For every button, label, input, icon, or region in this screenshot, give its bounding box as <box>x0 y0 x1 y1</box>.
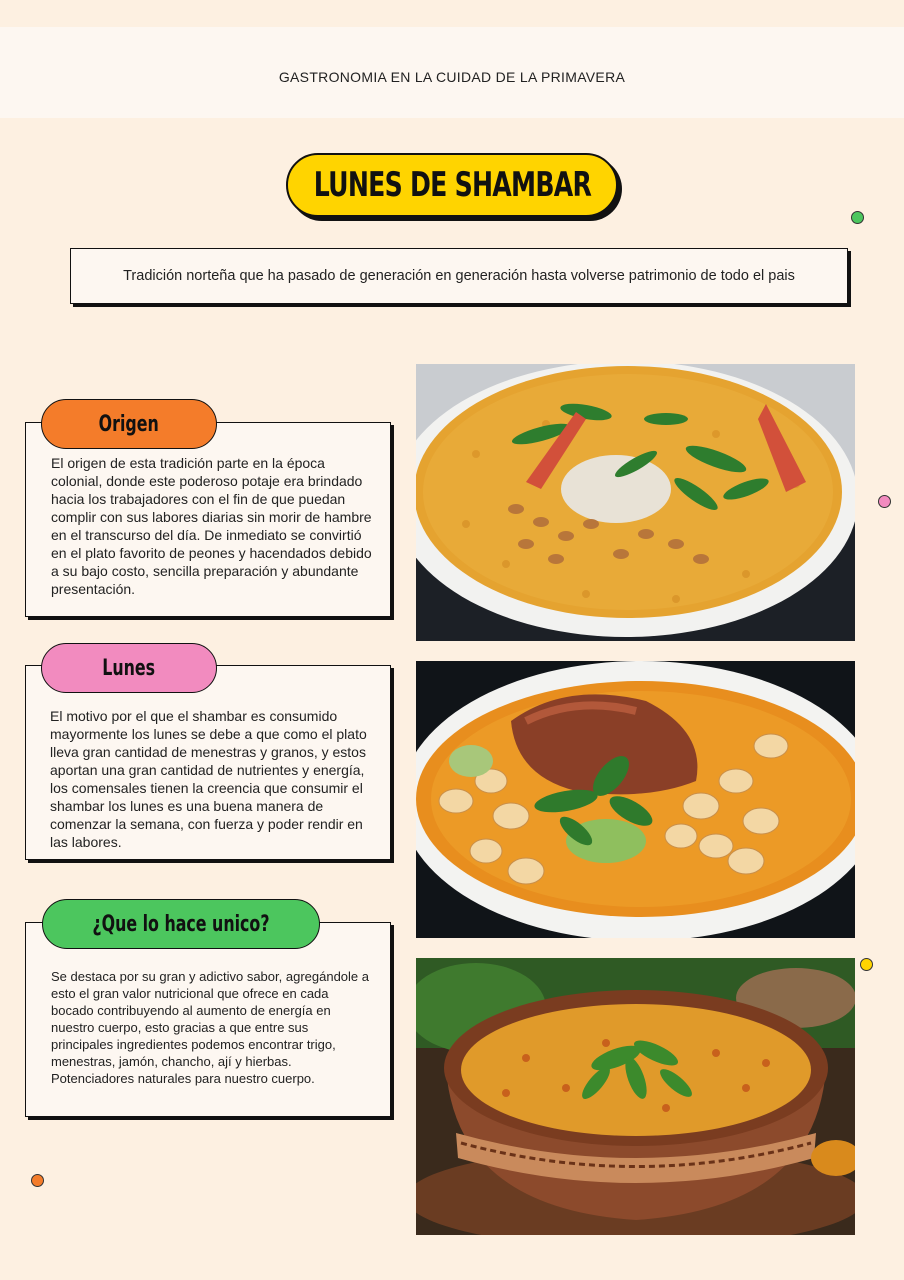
origen-card <box>25 422 391 617</box>
yellow-dot-decoration <box>860 958 873 971</box>
shambar-bowl-pork-photo <box>416 661 855 938</box>
lunes-label-tag <box>41 643 217 693</box>
pink-dot-decoration <box>878 495 891 508</box>
subtitle-box <box>70 248 848 304</box>
lunes-card <box>25 665 391 860</box>
origen-label: Origen <box>98 411 160 437</box>
page-title: LUNES DE SHAMBAR <box>313 165 591 205</box>
green-dot-decoration <box>851 211 864 224</box>
origen-label-tag <box>41 399 217 449</box>
orange-dot-decoration <box>31 1174 44 1187</box>
shambar-plate-photo <box>416 364 855 641</box>
lunes-body: El motivo por el que el shambar es consumido mayormente los lunes se debe a que como el plato lleva gran cantidad de menestras y granos, y estos aportan una gran cantidad de nutrientes y energía, los comensales tienen la creencia que consumir el shambar los lunes es una buena manera de comenzar la semana, con fuerza y poder rendir en las labores. <box>50 708 367 850</box>
unico-label: ¿Que lo hace unico? <box>92 911 270 937</box>
unico-label-tag <box>42 899 320 949</box>
unico-card <box>25 922 391 1117</box>
lunes-label: Lunes <box>102 655 156 681</box>
unico-body: Se destaca por su gran y adictivo sabor, agregándole a esto el gran valor nutricional que ofrece en cada bocado contribuyendo al aumento de energía en nuestro cuerpo, esto gracias a que entre sus principales ingredientes podemos encontrar trigo, menestras, jamón, chancho, ají y hierbas. Potenciadores naturales para nuestro cuerpo. <box>51 969 369 1086</box>
header-text: GASTRONOMIA EN LA CUIDAD DE LA PRIMAVERA <box>278 69 626 85</box>
subtitle-text: Tradición norteña que ha pasado de generación en generación hasta volverse patrimonio de todo el pais <box>123 268 795 284</box>
title-badge <box>286 153 618 217</box>
shambar-clay-bowl-photo <box>416 958 855 1235</box>
origen-body: El origen de esta tradición parte en la época colonial, donde este poderoso potaje era brindado hacia los trabajadores con el fin de que puedan complir con sus labores diarias sin morir de hambre en el transcurso del día. De inmediato se convirtió en el plato favorito de peones y hacendados debido a su bajo costo, sencilla preparación y abundante presentación. <box>51 455 372 597</box>
